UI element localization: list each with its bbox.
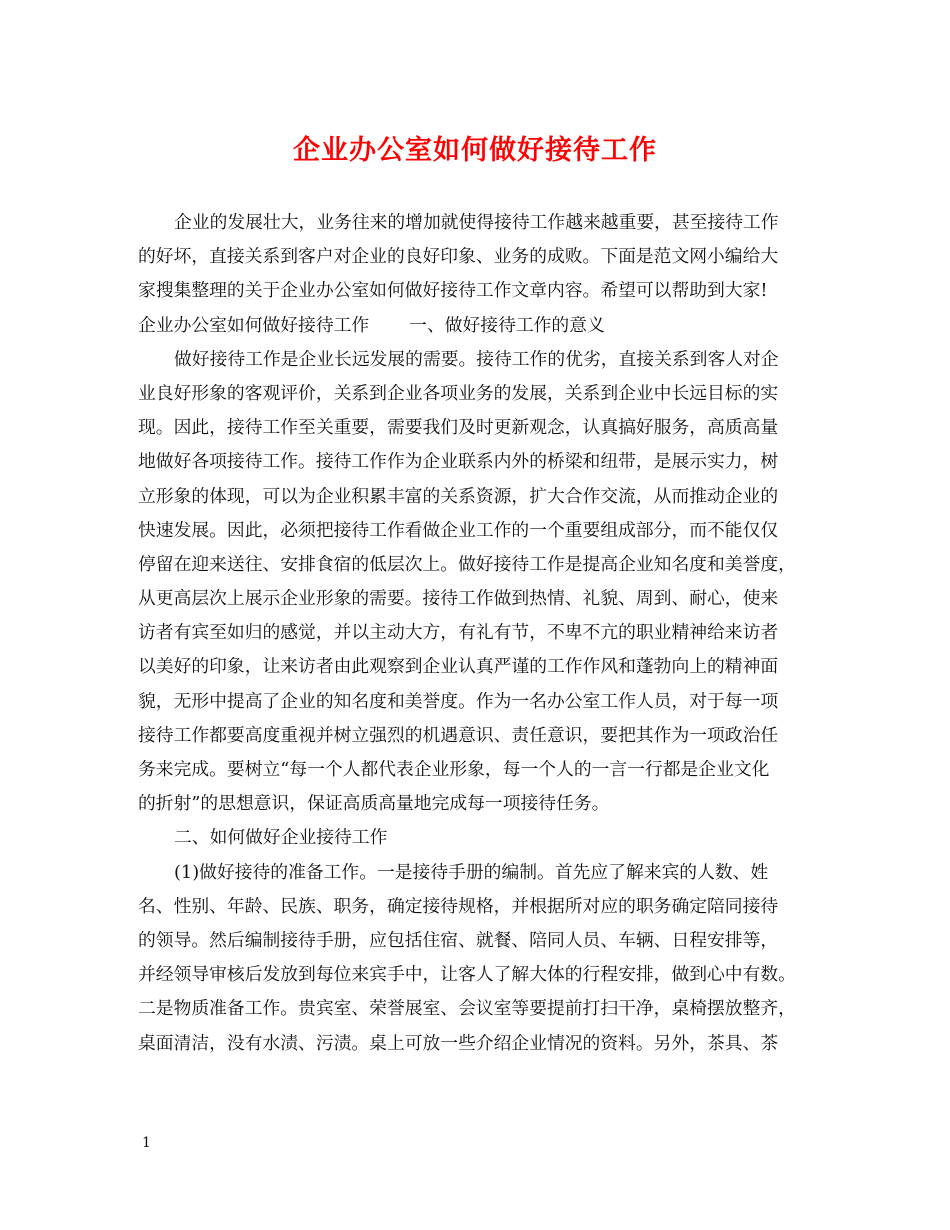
- text-line: 快速发展。因此，必须把接待工作看做企业工作的一个重要组成部分，而不能仅仅: [138, 519, 779, 541]
- text-line: 从更高层次上展示企业形象的需要。接待工作做到热情、礼貌、周到、耐心，使来: [138, 588, 779, 610]
- text-line: 二是物质准备工作。贵宾室、荣誉展室、会议室等要提前打扫干净，桌椅摆放整齐，: [138, 998, 796, 1020]
- text-line: 业良好形象的客观评价，关系到企业各项业务的发展，关系到企业中长远目标的实: [138, 382, 779, 404]
- section-heading: 二、如何做好企业接待工作: [174, 827, 388, 849]
- text-line: 停留在迎来送往、安排食宿的低层次上。做好接待工作是提高企业知名度和美誉度，: [138, 553, 796, 575]
- text-line: (1)做好接待的准备工作。一是接待手册的编制。首先应了解来宾的人数、姓: [174, 861, 769, 883]
- text-line: 并经领导审核后发放到每位来宾手中，让客人了解大体的行程安排，做到心中有数。: [138, 964, 796, 986]
- text-line: 以美好的印象，让来访者由此观察到企业认真严谨的工作作风和蓬勃向上的精神面: [138, 656, 779, 678]
- text-line: 企业的发展壮大，业务往来的增加就使得接待工作越来越重要，甚至接待工作: [174, 212, 779, 233]
- inline-heading: 企业办公室如何做好接待工作: [138, 314, 370, 336]
- text-line: 桌面清洁，没有水渍、污渍。桌上可放一些介绍企业情况的资料。另外，茶具、茶: [138, 1032, 779, 1054]
- document-title: 企业办公室如何做好接待工作: [293, 135, 657, 166]
- text-line: 务来完成。要树立“每一个人都代表企业形象，每一个人的一言一行都是企业文化: [138, 759, 770, 780]
- page-number: 1: [142, 1135, 151, 1151]
- text-line: 的折射”的思想意识，保证高质高量地完成每一项接待任务。: [138, 793, 610, 815]
- text-line: 家搜集整理的关于企业办公室如何做好接待工作文章内容。希望可以帮助到大家!: [138, 280, 768, 302]
- text-line: [138, 309, 814, 343]
- text-line: 立形象的体现，可以为企业积累丰富的关系资源，扩大合作交流，从而推动企业的: [138, 485, 779, 507]
- text-line: 名、性别、年龄、民族、职务，确定接待规格，并根据所对应的职务确定陪同接待: [138, 895, 779, 917]
- text-line: 貌，无形中提高了企业的知名度和美誉度。作为一名办公室工作人员，对于每一项: [138, 690, 779, 712]
- text-line: 接待工作都要高度重视并树立强烈的机遇意识、责任意识，要把其作为一项政治任: [138, 724, 779, 746]
- text-line: 现。因此，接待工作至关重要，需要我们及时更新观念，认真搞好服务，高质高量: [138, 417, 779, 439]
- text-line: 的领导。然后编制接待手册，应包括住宿、就餐、陪同人员、车辆、日程安排等，: [138, 929, 779, 951]
- text-line: 地做好各项接待工作。接待工作作为企业联系内外的桥梁和纽带，是展示实力，树: [138, 451, 779, 473]
- text-line: 访者有宾至如归的感觉，并以主动大方，有礼有节，不卑不亢的职业精神给来访者: [138, 622, 779, 644]
- section-heading: 一、做好接待工作的意义: [409, 314, 605, 336]
- document-body: [138, 206, 814, 1061]
- text-line: 的好坏，直接关系到客户对企业的良好印象、业务的成败。下面是范文网小编给大: [138, 246, 779, 268]
- text-line: 做好接待工作是企业长远发展的需要。接待工作的优劣，直接关系到客人对企: [174, 348, 779, 370]
